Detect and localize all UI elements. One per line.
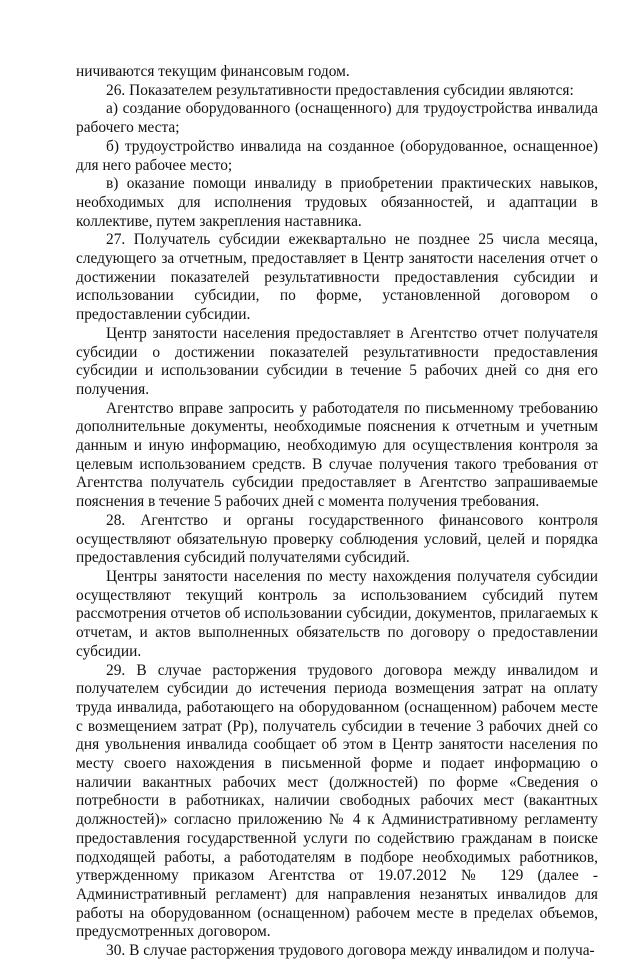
paragraph-29: 29. В случае расторжения трудового договора между инвалидом и получателем субсидии до истечения периода возмещения затрат на оплату труда инвалида, работающего на оборудованном (оснащенном) рабочем месте с возмещением затрат (Рр), получатель субсидии в течение 3 рабочих дней со дня увольнения инвалида сообщает об этом в Центр занятости населения по месту своего нахождения в письменной форме и подает информацию о наличии вакантных рабочих мест (должностей) по форме «Сведения о потребности в работниках, наличии свободных рабочих мест (вакантных должностей)» согласно приложению № 4 к Административному регламенту предоставления государственной услуги по содействию гражданам в поиске подходящей работы, а работодателям в подборе необходимых работников, утвержденному приказом Агентства от 19.07.2012 № 129 (далее - Административный регламент) для направления незанятых инвалидов для работы на оборудованном (оснащенном) рабочем месте в пределах объемов, предусмотренных договором. <box>76 661 598 941</box>
paragraph-28: 28. Агентство и органы государственного финансового контроля осуществляют обязательную проверку соблюдения условий, целей и порядка предоставления субсидий получателями субсидий. <box>76 511 598 567</box>
paragraph-27: 27. Получатель субсидии ежеквартально не позднее 25 числа месяца, следующего за отчетным, предоставляет в Центр занятости населения отчет о достижении показателей результативности предоставления субсидии и использовании субсидии, по форме, установленной договором о предоставлении субсидии. <box>76 231 598 324</box>
paragraph-26-a: а) создание оборудованного (оснащенного) для трудоустройства инвалида рабочего места; <box>76 100 598 137</box>
paragraph-27-agency: Агентство вправе запросить у работодателя по письменному требованию дополнительные документы, необходимые пояснения к отчетным и учетным данным и иную информацию, необходимую для осуществления контроля за целевым использованием средств. В случае получения такого требования от Агентства получатель субсидии предоставляет в Агентство запрашиваемые пояснения в течение 5 рабочих дней с момента получения требования. <box>76 399 598 511</box>
paragraph-30: 30. В случае расторжения трудового договора между инвалидом и получа- <box>106 942 595 960</box>
paragraph-26-b: б) трудоустройство инвалида на созданное (оборудованное, оснащенное) для него рабочее место; <box>76 137 598 174</box>
paragraph-26-c: в) оказание помощи инвалиду в приобретении практических навыков, необходимых для исполнения трудовых обязанностей, и адаптации в коллективе, путем закрепления наставника. <box>76 175 598 230</box>
paragraph-27-employment-center: Центр занятости населения предоставляет в Агентство отчет получателя субсидии о достижении показателей результативности предоставления субсидии и использовании субсидии в течение 5 рабочих дней со дня его получения. <box>76 324 598 398</box>
document-body <box>76 63 598 961</box>
paragraph-continuation: ничиваются текущим финансовым годом. <box>76 63 350 80</box>
paragraph-28-employment-centers: Центры занятости населения по месту нахождения получателя субсидии осуществляют текущий контроль за использованием субсидий путем рассмотрения отчетов об использовании субсидии, документов, прилагаемых к отчетам, и актов выполненных обязательств по договору о предоставлении субсидии. <box>76 567 598 660</box>
paragraph-26: 26. Показателем результативности предоставления субсидии являются: <box>106 81 574 99</box>
